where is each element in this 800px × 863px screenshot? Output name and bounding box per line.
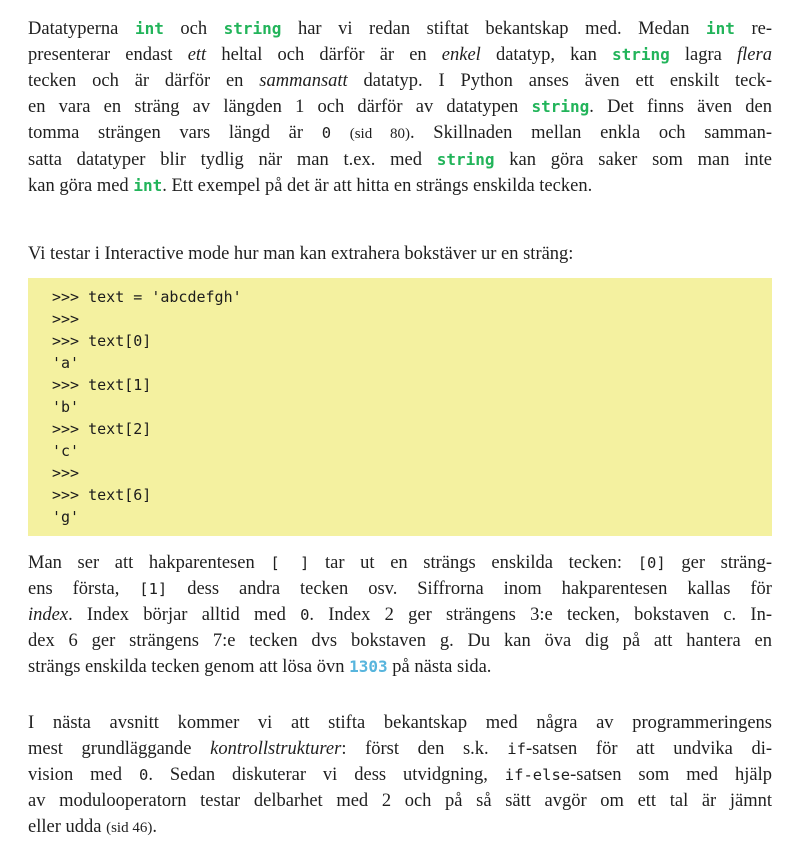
text-line (28, 602, 772, 628)
paragraph-datatypes-intro (28, 16, 772, 199)
text-segment: I nästa avsnitt kommer vi att stifta bekantskap med några av programmeringens (28, 713, 772, 733)
code-line: 'a' (52, 354, 80, 372)
text-segment: 0 (300, 606, 310, 624)
text-segment: har vi redan stiftat bekantskap med. Medan (281, 19, 707, 39)
code-line: >>> (52, 464, 80, 482)
text-segment: 0 (321, 124, 332, 142)
text-line (28, 550, 772, 576)
paragraph-bracket-explanation (28, 550, 772, 680)
text-segment: [ ] (270, 554, 310, 572)
text-segment: . Sedan diskuterar vi dess utvidgning, (148, 765, 505, 785)
text-line (28, 576, 772, 602)
text-segment: re- (734, 19, 772, 39)
text-segment: : först den s.k. (341, 739, 508, 759)
text-segment: sammansatt (259, 71, 348, 91)
text-segment: string (223, 19, 282, 38)
text-line (28, 710, 772, 736)
text-segment: 0 (138, 766, 149, 784)
text-segment: int (133, 176, 163, 195)
text-segment: string (436, 150, 495, 169)
text-segment: datatyp. I Python anses även ett enskilt teck- (347, 71, 772, 91)
text-segment: -satsen som med hjälp (570, 765, 772, 785)
text-line (28, 147, 772, 173)
code-line: >>> text = 'abcdefgh' (52, 288, 242, 306)
text-segment: . Index börjar alltid med (68, 605, 301, 625)
text-segment: ett (187, 45, 222, 65)
text-line (28, 16, 772, 42)
paragraph-next-section-preview (28, 710, 772, 841)
text-line (28, 788, 772, 814)
text-segment: tomma strängen vars längd är (28, 123, 322, 143)
code-line: >>> (52, 310, 80, 328)
text-segment (331, 123, 350, 143)
text-segment: . Det finns även den (589, 97, 772, 117)
text-segment: datatyp, kan (495, 45, 612, 65)
exercise-ref-1303[interactable]: 1303 (349, 657, 388, 676)
text-segment: . Ett exempel på det är att hitta en strängs enskilda tecken. (162, 176, 593, 196)
text-segment: . Index 2 ger strängens 3:e tecken, bokstaven c. In- (309, 605, 772, 625)
text-segment: Man ser att hakparentesen (28, 553, 271, 573)
code-line: 'b' (52, 398, 80, 416)
text-segment: (sid 46) (106, 820, 153, 836)
text-line (28, 94, 772, 120)
text-line (28, 654, 772, 680)
text-segment: strängs enskilda tecken genom att lösa övn (28, 657, 350, 677)
text-line (28, 241, 772, 267)
text-segment: flera (737, 45, 772, 65)
text-segment: (sid 80) (349, 126, 410, 142)
text-segment: av modulooperatorn testar delbarhet med 2 och på så sätt avgör om ett tal är jämnt (28, 791, 772, 811)
text-segment: presenterar endast (28, 45, 188, 65)
text-segment: if (507, 740, 526, 758)
text-segment: på nästa sida. (387, 657, 492, 677)
text-segment: enkel (441, 45, 496, 65)
code-line: 'c' (52, 442, 80, 460)
text-segment: -satsen för att undvika di- (525, 739, 772, 759)
text-line (28, 68, 772, 94)
text-line (28, 762, 772, 788)
text-segment: int (134, 19, 164, 38)
text-segment: dex 6 ger strängens 7:e tecken dvs bokstaven g. Du kan öva dig på att hantera en (28, 631, 772, 651)
text-segment: int (706, 19, 735, 38)
text-segment: eller udda (28, 817, 107, 837)
text-line (28, 173, 772, 199)
text-segment: Vi testar i Interactive mode hur man kan extrahera bokstäver ur en sträng: (28, 244, 574, 264)
text-segment: ger sträng- (665, 553, 772, 573)
code-line: >>> text[1] (52, 376, 152, 394)
text-segment: dess andra tecken osv. Siffrorna inom hakparentesen kallas för (167, 579, 772, 599)
text-segment: vision med (28, 765, 139, 785)
text-segment: . (152, 817, 157, 837)
code-line: >>> text[2] (52, 420, 152, 438)
text-segment: heltal och därför är en (221, 45, 442, 65)
code-line: >>> text[6] (52, 486, 152, 504)
text-line (28, 42, 772, 68)
text-segment: [1] (139, 580, 168, 598)
code-line: >>> text[0] (52, 332, 152, 350)
text-line (28, 628, 772, 654)
paragraph-interactive-mode-intro (28, 241, 772, 267)
text-segment: string (611, 45, 670, 64)
text-segment: kan göra saker som man inte (494, 150, 772, 170)
text-segment: . Skillnaden mellan enkla och samman- (410, 123, 773, 143)
text-segment: string (531, 97, 590, 116)
text-segment: en vara en sträng av längden 1 och därför av datatypen (28, 97, 532, 117)
text-line (28, 120, 772, 147)
text-segment: mest grundläggande (28, 739, 211, 759)
text-segment: kontrollstrukturer (210, 739, 342, 759)
text-line (28, 736, 772, 762)
text-segment: satta datatyper blir tydlig när man t.ex. med (28, 150, 437, 170)
python-code-block (28, 278, 772, 536)
text-segment: och (163, 19, 224, 39)
text-segment: if-else (504, 766, 571, 784)
text-segment: lagra (669, 45, 738, 65)
text-segment: Datatyperna (28, 19, 135, 39)
text-line (28, 814, 772, 841)
text-segment: index (28, 605, 69, 625)
code-line: 'g' (52, 508, 80, 526)
text-segment: ens första, (28, 579, 140, 599)
text-segment: tar ut en strängs enskilda tecken: (309, 553, 638, 573)
text-segment: [0] (637, 554, 666, 572)
text-segment: kan göra med (28, 176, 134, 196)
text-segment: tecken och är därför en (28, 71, 260, 91)
